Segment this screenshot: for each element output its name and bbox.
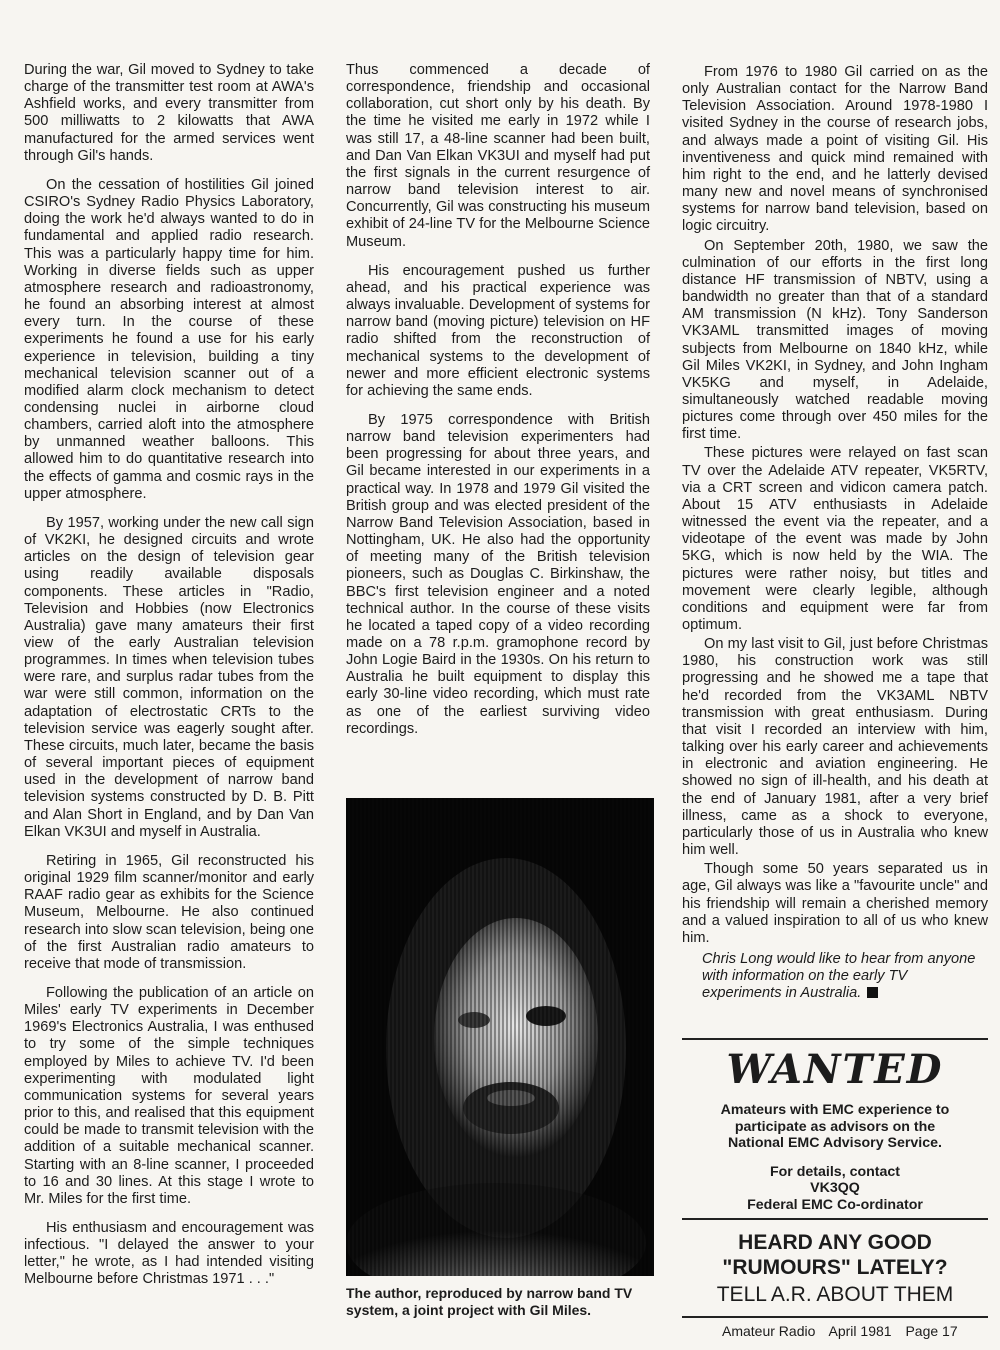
paragraph: Thus commenced a decade of correspondence, friendship and occasional collaboration, cut short only by his death. By the time he visited me early in 1972 while I was still 17, a 48-line scanner had been built, and Dan Van Elkan VK3UI and myself had put the first signals in the current resurgence of narrow band television interest to air. Concurrently, Gil was constructing his museum exhibit of 24-line TV for the Melbourne Science Museum. [346,62,650,250]
author-note [682,951,988,1002]
rumours-notice [682,1222,988,1318]
wanted-line: Federal EMC Co-ordinator [747,1196,923,1213]
paragraph: On September 20th, 1980, we saw the culmination of our efforts in the first long distance HF transmission of NBTV, using a bandwidth no greater than that of a standard AM transmission (N kHz). Tony Sanderson VK3AML transmitted images of moving subjects from Melbourne on 1840 kHz, while Gil Miles VK2KI, in Sydney, and John Ingham VK5KG and myself, in Adelaide, simultaneously watched readable moving pictures come through over 450 miles for the first time. [682,237,988,443]
paragraph: His enthusiasm and encouragement was infectious. "I delayed the answer to your letter," he wrote, as I had intended visiting Melbourne before Christmas 1971 . . ." [24,1220,314,1288]
paragraph: Though some 50 years separated us in age, Gil always was like a "favourite uncle" and his friendship will remain a cherished memory and a valued inspiration to all of us who knew him. [682,861,988,946]
paragraph: His encouragement pushed us further ahead, and his practical experience was always invaluable. Development of systems for narrow band (moving picture) television on HF radio shifted from the reconstruction of mechanical systems to the development of newer and more efficient electronic systems for achieving the same ends. [346,262,650,399]
author-note-text: Chris Long would like to hear from anyone with information on the early TV experiments in Australia. [702,950,976,1002]
rumours-heading: HEARD ANY GOOD [738,1231,932,1254]
wanted-line: participate as advisors on the [734,1118,936,1135]
end-of-article-mark [867,987,878,998]
paragraph: By 1957, working under the new call sign of VK2KI, he designed circuits and wrote articles on the design of television gear using readily available disposals components. These articles in "Radio, Television and Hobbies (now Electronics Australia) gave many amateurs their first view of the early Australian television programmes. In times when television tubes were rare, and surplus radar tubes from the war were still common, information on the adaptation of electrostatic CRTs to the television service was eagerly sought after. These circuits, much later, became the basis of several important pieces of equipment used in the development of narrow band television systems constructed by D. B. Pitt and Alan Short in England, and by Dan Van Elkan VK3UI and myself in Australia. [24,514,314,840]
article-column-2 [346,62,650,750]
paragraph: From 1976 to 1980 Gil carried on as the only Australian contact for the Narrow Band Television Association. Around 1978-1980 I visited Sydney in the course of research jobs, and always made a point of visiting Gil. His inventiveness and quick mind remained with him right to the end, and he latterly devised many new and novel means of synchronised systems for narrow band television, based on logic circuitry. [682,64,988,235]
paragraph: During the war, Gil moved to Sydney to take charge of the transmitter test room at AWA's Ashfield works, and every transmitter from 500 milliwatts to 2 kilowatts that AWA manufactured for the armed services went through Gil's hands. [24,62,314,164]
article-column-1 [24,62,314,1301]
wanted-callsign: VK3QQ [810,1180,860,1196]
paragraph: On my last visit to Gil, just before Christmas 1980, his construction work was still progressing and he showed me a tape that he'd recorded from the VK3AML NBTV transmission with great enthusiasm. During that visit I recorded an interview with him, talking over his early career and achievements in electronic and aviation engineering. He showed no sign of ill-health, and his death at the end of January 1981, after a very brief illness, came as a shock to everyone, particularly those of us in Australia who knew him well. [682,636,988,859]
paragraph: Following the publication of an article on Miles' early TV experiments in December 1969's Electronics Australia, I was enthused to try some of the simple techniques employed by Miles to achieve TV. I'd been experimenting with modulated light communication systems for several years prior to this, and realised that this equipment could be made to transmit television with the addition of a suitable mechanical scanner. Starting with an 8-line scanner, I proceeded to 16 and 30 lines. At this stage I wrote to Mr. Miles for the first time. [24,984,314,1207]
wanted-line: For details, contact [769,1163,901,1180]
rumours-subheading: TELL A.R. ABOUT THEM [716,1283,954,1306]
wanted-line: Amateurs with EMC experience to [720,1102,950,1118]
publication-name: Amateur Radio [722,1323,816,1339]
paragraph: These pictures were relayed on fast scan TV over the Adelaide ATV repeater, VK5RTV, via a CRT screen and vidicon camera patch. About 15 ATV enthusiasts in Adelaide witnessed the event via the repeater, and a videotape of the event was made by John 5KG, which is now held by the WIA. The pictures were rather noisy, but titles and movement were clearly legible, although conditions and equipment were far from optimum. [682,445,988,633]
rumours-heading: "RUMOURS" LATELY? [722,1256,948,1279]
photo-caption: The author, reproduced by narrow band TV system, a joint project with Gil Miles. [346,1285,633,1318]
page-footer [722,1323,992,1339]
issue-date: April 1981 [828,1323,892,1339]
wanted-heading: WANTED [726,1046,944,1093]
author-photo [346,798,654,1276]
paragraph: By 1975 correspondence with British narrow band television experimenters had been progressing for about three years, and Gil became interested in our experiments in a practical way. In 1978 and 1979 Gil visited the British group and was elected president of the Narrow Band Television Association, based in Nottingham, UK. He also had the opportunity of meeting many of the British television pioneers, such as Douglas C. Birkinshaw, the BBC's first television engineer and a noted technical author. In the course of these visits he located a taped copy of a video recording made on a 78 r.p.m. gramophone record by John Logie Baird in the 1930s. On his return to Australia he built equipment to display this early 30-line video recording, which must rate as one of the earliest surviving video recordings. [346,411,650,737]
page-number: Page 17 [905,1323,958,1339]
wanted-notice [682,1038,988,1220]
paragraph: On the cessation of hostilities Gil joined CSIRO's Sydney Radio Physics Laboratory, doing the work he'd always wanted to do in fundamental and applied radio research. This was a particularly happy time for him. Working in diverse fields such as upper atmosphere research and radioastronomy, he found an absorbing interest at almost every turn. In the course of these experiments he found a use for his early experience in television, building a tiny mechanical television scanner out of a modified alarm clock mechanism to detect condensing nuclei in airborne cloud chambers, carried aloft into the atmosphere by unmanned weather balloons. This allowed him to do quantitative research into the effects of gamma and cosmic rays in the upper atmosphere. [24,176,314,502]
wanted-line: National EMC Advisory Service. [728,1135,942,1151]
article-column-3 [682,64,988,1014]
paragraph: Retiring in 1965, Gil reconstructed his original 1929 film scanner/monitor and early RAAF radio gear as exhibits for the Science Museum, Melbourne. He also continued research into slow scan television, being one of the first Australian radio amateurs to receive that mode of transmission. [24,852,314,972]
